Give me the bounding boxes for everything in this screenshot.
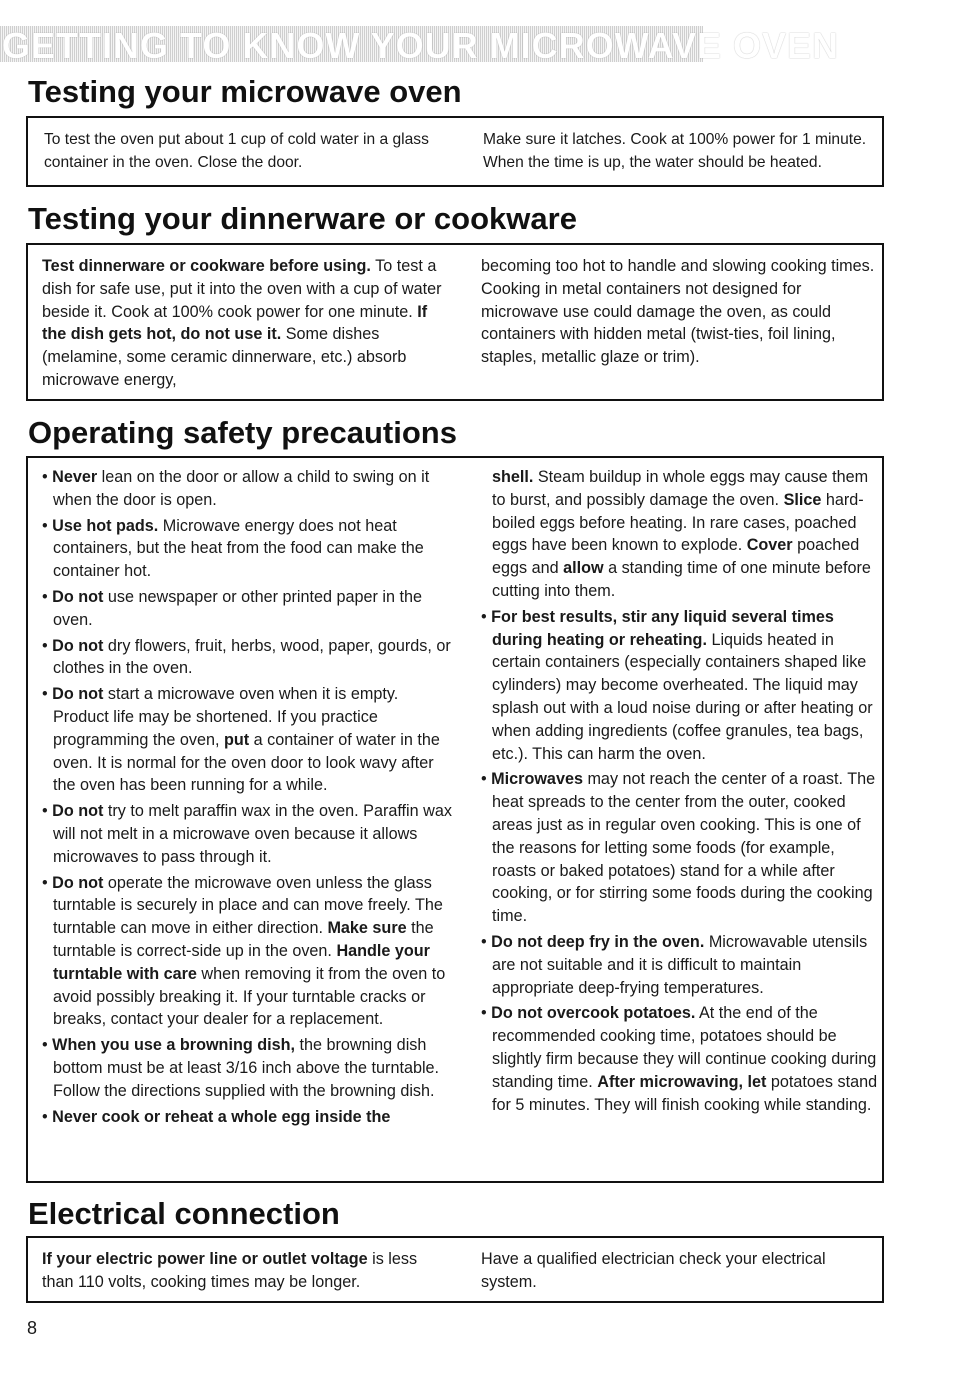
list-item: • Never cook or reheat a whole egg inside the xyxy=(42,1107,391,1126)
section-banner xyxy=(0,25,840,66)
list-item: • Use hot pads. Microwave energy does not heat containers, but the heat from the food can make the container hot. xyxy=(42,516,424,581)
list-item-continued: shell. Steam buildup in whole eggs may cause them to burst, and possibly damage the oven. Slice hard-boiled eggs before heating. In rare cases, poached eggs have been known to explode. Cover poached eggs and allow a standing time of one minute before cutting into them. xyxy=(492,468,871,600)
electrical-right: Have a qualified electrician check your electrical system. xyxy=(481,1250,826,1291)
page-number: 8 xyxy=(27,1318,38,1338)
dinnerware-left: Test dinnerware or cookware before using. To test a dish for safe use, put it into the oven with a cup of water beside it. Cook at 100% cook power for one minute. If the dish gets hot, do not use it. Some dishes (melamine, some ceramic dinnerware, etc.) absorb microwave energy, xyxy=(42,257,442,389)
list-item: • Never lean on the door or allow a child to swing on it when the door is open. xyxy=(42,468,430,509)
heading-safety: Operating safety precautions xyxy=(28,415,457,450)
box-testing-dinnerware xyxy=(26,243,884,401)
list-item: • Do not dry flowers, fruit, herbs, wood, paper, gourds, or clothes in the oven. xyxy=(42,636,451,678)
testing-oven-right: Make sure it latches. Cook at 100% power for 1 minute. When the time is up, the water should be heated. xyxy=(483,131,867,171)
dinnerware-right: becoming too hot to handle and slowing cooking times. Cooking in metal containers not designed for microwave use could damage the oven, as could containers with hidden metal (twist-ties, foil lining, staples, metallic glaze or trim). xyxy=(481,257,875,367)
list-item: • Do not overcook potatoes. At the end of the recommended cooking time, potatoes should be slightly firm because they will continue cooking during standing time. After microwaving, let potatoes stand for 5 minutes. They will finish cooking while standing. xyxy=(481,1004,878,1114)
heading-testing-dinnerware: Testing your dinnerware or cookware xyxy=(28,201,577,236)
box-testing-oven xyxy=(26,116,884,187)
list-item: • Do not use newspaper or other printed paper in the oven. xyxy=(42,587,422,629)
box-safety xyxy=(26,456,884,1183)
banner-text: GETTING TO KNOW YOUR MICROWAVE OVEN xyxy=(2,25,840,66)
safety-left xyxy=(42,466,452,1131)
list-item: • Do not deep fry in the oven. Microwavable utensils are not suitable and it is difficult to maintain appropriate deep-frying temperatures. xyxy=(481,932,868,997)
heading-testing-oven: Testing your microwave oven xyxy=(28,74,462,109)
list-item: • Do not start a microwave oven when it is empty. Product life may be shortened. If you practice programming the oven, put a container of water in the oven. It is normal for the oven door to look wavy after the oven has been running for a while. xyxy=(42,685,440,795)
list-item: • Do not try to melt paraffin wax in the oven. Paraffin wax will not melt in a microwave oven because it allows microwaves to pass through it. xyxy=(42,802,452,866)
electrical-left: If your electric power line or outlet voltage is less than 110 volts, cooking times may be longer. xyxy=(42,1250,418,1291)
list-item: • For best results, stir any liquid several times during heating or reheating. Liquids heated in certain containers (especially containers shaped like cylinders) may become overheated. The liquid may splash out with a loud noise during or after heating or when adding ingredients (coffee granules, tea bags, etc.). This can harm the oven. xyxy=(481,607,873,763)
testing-oven-left: To test the oven put about 1 cup of cold water in a glass container in the oven. Close the door. xyxy=(44,131,429,171)
box-electrical xyxy=(26,1236,884,1303)
list-item: • When you use a browning dish, the browning dish bottom must be at least 3/16 inch above the turntable. Follow the directions supplied with the browning dish. xyxy=(42,1036,440,1100)
heading-electrical: Electrical connection xyxy=(28,1196,340,1231)
list-item: • Do not operate the microwave oven unless the glass turntable is securely in place and can move freely. The turntable can move in either direction. Make sure the turntable is correct-side up in the oven. Handle your turntable with care when removing it from the oven to avoid possibly breaking it. If your turntable cracks or breaks, contact your dealer for a replacement. xyxy=(42,873,446,1029)
safety-right xyxy=(481,466,881,1119)
list-item: • Microwaves may not reach the center of a roast. The heat spreads to the center from the outer, cooked areas just as in regular oven cooking. This is one of the reasons for letting some foods (for example, roasts or baked potatoes) stand for a while after cooking, or for stirring some foods during the cooking time. xyxy=(481,770,876,926)
